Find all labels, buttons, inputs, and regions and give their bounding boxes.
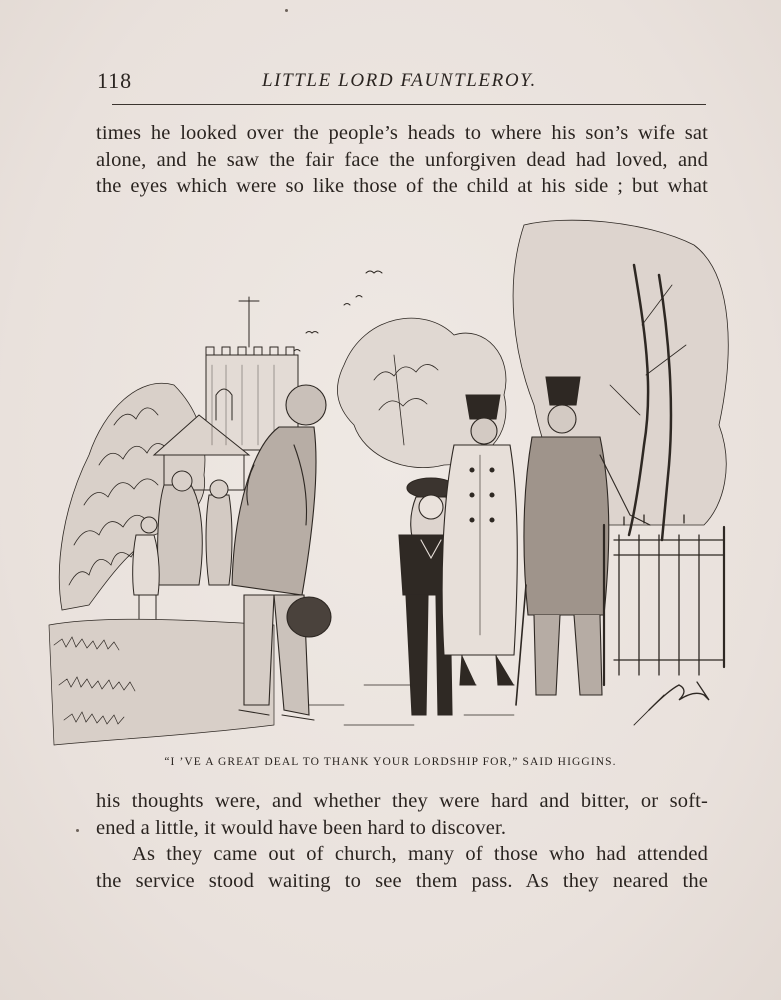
engraved-illustration — [44, 205, 744, 750]
text-line: the eyes which were so like those of the child at his side ; but what — [96, 175, 708, 197]
bottom-paragraph — [96, 788, 708, 894]
text-line: times he looked over the people’s heads to where his son’s wife sat — [96, 122, 708, 144]
illustration-caption: “I ’VE A GREAT DEAL TO THANK YOUR LORDSHIP FOR,” SAID HIGGINS. — [164, 756, 617, 768]
header-rule — [112, 104, 706, 105]
top-paragraph — [96, 120, 708, 200]
birch-signature — [634, 682, 709, 725]
running-head — [97, 68, 707, 96]
text-line: As they came out of church, many of those who had attended — [132, 843, 708, 865]
gate — [604, 515, 724, 685]
print-speck — [285, 9, 288, 12]
text-line: his thoughts were, and whether they were hard and bitter, or soft- — [96, 790, 708, 812]
text-line: ened a little, it would have been hard to discover. — [96, 816, 507, 839]
text-line: the service stood waiting to see them pass. As they neared the — [96, 869, 708, 892]
page-number: 118 — [97, 68, 133, 93]
running-title: LITTLE LORD FAUNTLEROY. — [262, 70, 537, 91]
text-line: alone, and he saw the fair face the unforgiven dead had loved, and — [96, 148, 708, 171]
margin-dot — [76, 829, 79, 832]
